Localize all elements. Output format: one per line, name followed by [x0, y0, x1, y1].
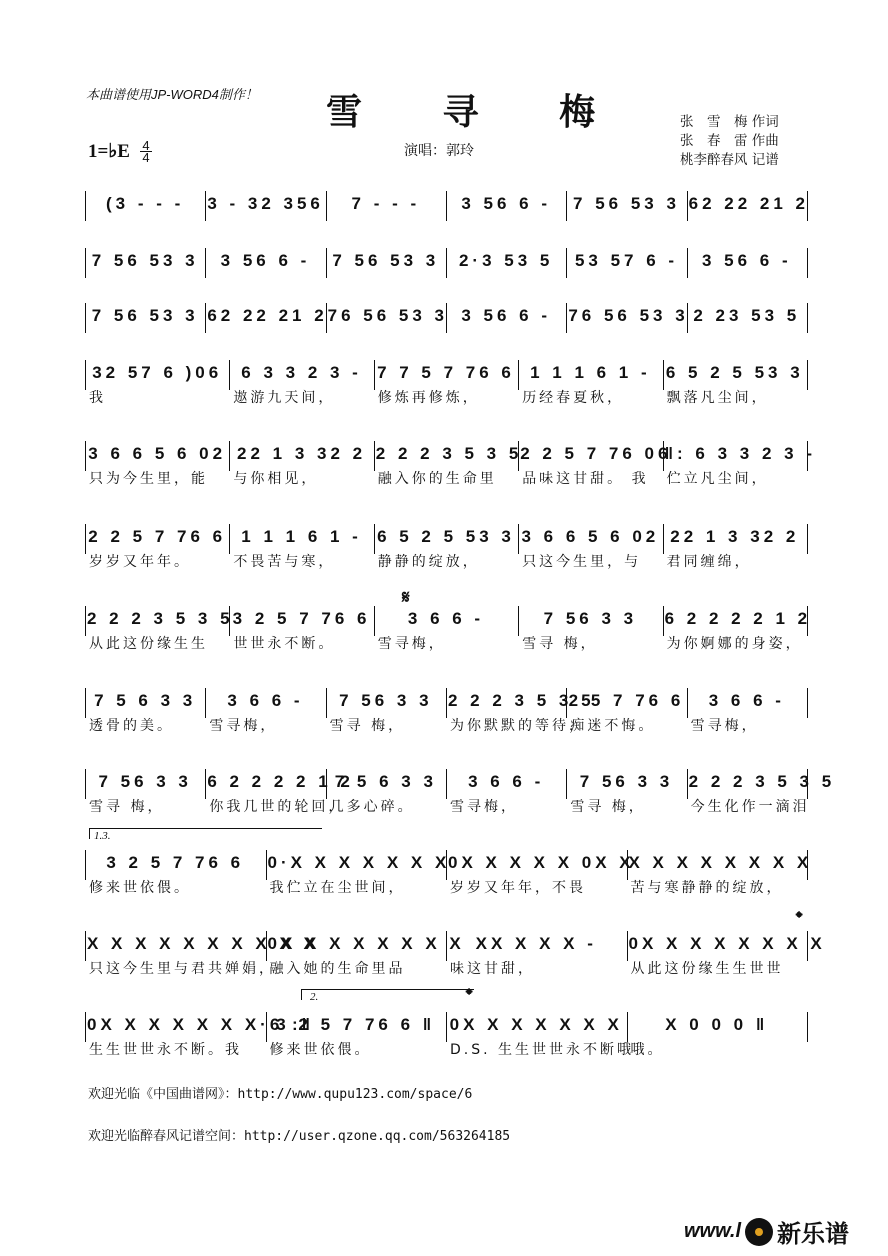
barline	[85, 606, 86, 636]
score-row	[85, 761, 836, 817]
measure-notes: 2 2 2 3 5 3 5	[87, 609, 234, 628]
lyric-line: 苦与寒静静的绽放，	[630, 880, 784, 896]
measure-notes: (3 - - -	[106, 194, 185, 213]
measure-notes: 76 56 53 3	[327, 306, 449, 325]
barline	[85, 441, 86, 471]
measure	[448, 846, 635, 880]
barline	[627, 1012, 628, 1042]
measure-notes: X X X X X X X X X X	[87, 934, 319, 953]
barline	[687, 769, 688, 799]
measure	[448, 765, 564, 799]
measure	[376, 602, 516, 636]
measure-notes: X X X X X X X X	[628, 853, 813, 872]
measure-notes: 0·X X X X X X X	[267, 853, 451, 872]
lyric-line: 你我几世的轮回，	[209, 799, 346, 815]
measure	[665, 520, 805, 554]
barline	[229, 441, 230, 471]
barline	[807, 441, 808, 471]
lyric-line: 为你默默的等待，	[450, 718, 586, 734]
lyric-line: 君同缠绵，	[666, 554, 752, 570]
composer-credit: 张 春 雷 作曲	[680, 133, 779, 149]
barline	[566, 688, 567, 718]
score-row	[85, 598, 812, 654]
measure-notes: 7 56 53 3	[91, 251, 199, 270]
measure-notes: 32 57 6 )06	[92, 363, 223, 382]
barline	[85, 688, 86, 718]
barline	[807, 850, 808, 880]
barline	[85, 191, 86, 221]
barline	[687, 303, 688, 333]
lyric-line: 只这今生里与君共婵娟，	[89, 961, 276, 977]
first-ending-bracket	[89, 828, 322, 839]
barline	[266, 1012, 267, 1042]
barline	[446, 191, 447, 221]
barline	[566, 191, 567, 221]
score-row	[85, 183, 810, 239]
barline	[518, 524, 519, 554]
barline	[663, 606, 664, 636]
lyric-line: 伫立凡尘间，	[666, 471, 769, 487]
lyric-line: 从此这份缘生生世世	[630, 961, 784, 977]
barline	[807, 606, 808, 636]
barline	[229, 606, 230, 636]
barline	[229, 360, 230, 390]
logo-brand-text: 新乐谱	[777, 1220, 850, 1248]
transcriber-credit: 桃李醉春风 记谱	[680, 152, 779, 168]
barline	[85, 360, 86, 390]
lyric-line: 世世永不断。	[233, 636, 336, 652]
measure-notes: XX X X X -	[475, 934, 597, 953]
barline	[374, 441, 375, 471]
lyric-line: 痴迷不悔。	[570, 718, 656, 734]
first-ending-label: 1.3.	[94, 830, 111, 842]
barline	[807, 688, 808, 718]
barline	[566, 769, 567, 799]
measure	[689, 244, 805, 278]
barline	[807, 769, 808, 799]
measure-notes: 3 6 6 -	[227, 691, 304, 710]
measure-notes: 1 1 1 6 1 -	[241, 527, 362, 546]
lyric-line: 从此这份缘生生	[89, 636, 208, 652]
score-row	[85, 352, 807, 408]
song-title: 雪 寻 梅	[326, 91, 630, 133]
barline	[374, 606, 375, 636]
measure	[87, 1008, 315, 1042]
barline	[566, 303, 567, 333]
measure	[267, 846, 451, 880]
barline	[446, 931, 447, 961]
measure	[375, 437, 523, 471]
measure-notes: 7 - - -	[351, 194, 421, 213]
singer: 演唱：郭玲	[404, 143, 474, 159]
lyric-line: 修来世依偎。	[269, 1042, 372, 1058]
measure	[87, 299, 203, 333]
logo-www-text: www.l	[684, 1220, 742, 1242]
measure-notes: 53 57 6 -	[574, 251, 679, 270]
barline	[85, 769, 86, 799]
barline	[326, 248, 327, 278]
lyric-line: 雪寻 梅，	[89, 799, 165, 815]
measure-notes: 1 1 1 6 1 -	[530, 363, 651, 382]
measure	[87, 356, 227, 390]
barline	[518, 606, 519, 636]
lyric-line: 修来世依偎。	[89, 880, 191, 896]
measure	[568, 244, 684, 278]
measure-notes: 3 2 5 7 76 6	[106, 853, 245, 872]
measure	[664, 602, 812, 636]
measure	[448, 684, 595, 718]
lyric-line: 历经春夏秋，	[522, 390, 625, 406]
lyric-line: 哦。	[630, 1042, 665, 1058]
measure-notes: 2 5 7 76 6	[568, 691, 685, 710]
measure-notes: 3 2 5 7 76 6 ‖	[276, 1015, 436, 1034]
measure-notes: 7 56 53 3	[573, 194, 680, 213]
barline	[518, 441, 519, 471]
measure-notes: 3 6 6 -	[407, 609, 485, 628]
barline	[205, 688, 206, 718]
barline	[446, 248, 447, 278]
lyric-line: 修炼再修炼，	[377, 390, 480, 406]
barline	[446, 850, 447, 880]
lyric-line: 雪寻 梅，	[329, 718, 406, 734]
barline	[566, 248, 567, 278]
measure-notes: 3 56 6 -	[701, 251, 792, 270]
measure	[87, 244, 203, 278]
lyric-line: 遨游九天间，	[233, 390, 336, 406]
measure	[520, 602, 660, 636]
barline	[85, 524, 86, 554]
measure	[231, 356, 371, 390]
barline	[663, 360, 664, 390]
measure-notes: 3 56 6 -	[461, 306, 551, 325]
measure-notes: 2 2 2 3 5 3 5	[448, 691, 595, 710]
measure-notes: 3 - 32 356	[207, 194, 324, 213]
measure-notes: 62 22 21 2	[688, 194, 810, 213]
barline	[266, 850, 267, 880]
measure	[87, 765, 203, 799]
measure-notes: 6 5 2 5 53 3	[377, 527, 515, 546]
measure	[207, 299, 328, 333]
measure	[688, 765, 836, 799]
measure	[328, 684, 444, 718]
measure	[327, 299, 449, 333]
measure	[87, 602, 234, 636]
measure	[267, 927, 465, 961]
measure-notes: 62 22 21 2	[207, 306, 328, 325]
measure	[328, 765, 444, 799]
barline	[326, 769, 327, 799]
measure-notes: 7 56 3 3	[98, 772, 192, 791]
site-logo[interactable]	[684, 1214, 849, 1249]
measure-notes: 0X X X X X X X	[449, 1015, 623, 1034]
barline	[687, 191, 688, 221]
barline	[229, 524, 230, 554]
measure	[207, 244, 323, 278]
barline	[326, 688, 327, 718]
score-row	[85, 680, 807, 736]
lyric-line: 融入她的生命里品	[269, 961, 406, 977]
measure-notes: 0X X X X X X X X	[267, 934, 465, 953]
measure-notes: 3 6 6 -	[708, 691, 785, 710]
barline	[518, 360, 519, 390]
barline	[446, 688, 447, 718]
measure-notes: 0X X X X X X X X	[628, 934, 826, 953]
measure	[448, 187, 564, 221]
measure	[688, 187, 810, 221]
barline	[627, 850, 628, 880]
measure	[231, 602, 371, 636]
measure	[664, 437, 816, 471]
measure	[629, 1008, 806, 1042]
measure-notes: 3 56 6 -	[461, 194, 551, 213]
measure-notes: 3 2 5 7 76 6	[232, 609, 371, 628]
barline	[807, 931, 808, 961]
score-row	[85, 295, 807, 351]
lyric-line: 雪寻梅，	[377, 636, 446, 652]
record-disc-icon	[745, 1218, 773, 1246]
coda-sign-1: 𝄌	[796, 908, 803, 929]
time-signature	[140, 140, 152, 163]
lyric-line: 雪寻梅，	[209, 718, 278, 734]
lyric-line: 品味这甘甜。 我	[522, 471, 649, 487]
meter-bottom: 4	[142, 150, 150, 165]
lyric-line: 飘落凡尘间，	[666, 390, 769, 406]
measure	[87, 520, 227, 554]
lyric-line: 雪寻 梅，	[522, 636, 598, 652]
lyric-line: 味这甘甜，	[450, 961, 535, 977]
lyric-line: 雪寻梅，	[450, 799, 518, 815]
measure	[520, 520, 660, 554]
measure-notes: 3 6 6 5 6 02	[88, 444, 227, 463]
measure	[520, 437, 672, 471]
measure	[231, 437, 371, 471]
measure	[628, 846, 813, 880]
lyric-line: 为你婀娜的身姿，	[666, 636, 803, 652]
measure-notes: X 0 0 0 ‖	[665, 1015, 769, 1034]
measure-notes: 7 5 6 3 3	[94, 691, 197, 710]
measure	[376, 520, 516, 554]
barline	[85, 931, 86, 961]
measure-notes: 3 6 6 5 6 02	[521, 527, 660, 546]
score-row	[85, 516, 807, 572]
barline	[687, 688, 688, 718]
measure-notes: 2·3 53 5	[458, 251, 554, 270]
measure-notes: 0X X X X X X X·6 :‖	[87, 1015, 315, 1034]
barline	[85, 850, 86, 880]
measure	[231, 520, 371, 554]
barline	[446, 303, 447, 333]
footer-link-qzone[interactable]: 欢迎光临醉春风记谱空间：http://user.qzone.qq.com/563264185	[88, 1129, 511, 1144]
measure-notes: 7 56 3 3	[339, 691, 433, 710]
measure	[328, 187, 444, 221]
score-row	[85, 433, 816, 489]
lyric-line: 雪寻 梅，	[570, 799, 646, 815]
measure-notes: 7 56 3 3	[579, 772, 674, 791]
measure	[448, 927, 625, 961]
measure	[568, 187, 684, 221]
barline	[205, 769, 206, 799]
measure-notes: 7 56 3 3	[543, 609, 638, 628]
lyric-line: 与你相见，	[233, 471, 319, 487]
second-ending-label: 2.	[310, 991, 319, 1003]
measure-notes: 7 56 53 3	[332, 251, 440, 270]
footer-link-qupu[interactable]: 欢迎光临《中国曲谱网》：http://www.qupu123.com/space/6	[88, 1087, 473, 1102]
coda-sign-2: 𝄌	[466, 985, 473, 1006]
measure-notes: 6 2 2 2 2 1 2	[207, 772, 354, 791]
lyric-line: 几多心碎。	[329, 799, 415, 815]
barline	[326, 191, 327, 221]
lyric-line: 雪寻梅，	[690, 718, 759, 734]
measure	[207, 684, 323, 718]
lyric-line: 只这今生里，与	[522, 554, 642, 570]
measure-notes: 2 2 5 7 76 6	[88, 527, 227, 546]
barline	[374, 360, 375, 390]
barline	[807, 524, 808, 554]
lyric-line: D.S. 生生世世永不断哦	[450, 1042, 635, 1058]
segno-sign: 𝄋	[402, 587, 410, 608]
key-label: 1=♭E	[88, 141, 130, 162]
lyric-line: 岁岁又年年。	[89, 554, 191, 570]
second-ending-bracket	[301, 989, 474, 1000]
measure	[87, 187, 203, 221]
key-signature	[88, 140, 152, 163]
measure-notes: 6 5 2 5 53 3	[665, 363, 804, 382]
lyric-line: 生生世世永不断。我	[89, 1042, 242, 1058]
score-row	[85, 842, 813, 898]
barline	[85, 248, 86, 278]
measure	[689, 684, 805, 718]
measure-notes: 0X X X X X 0X X	[448, 853, 635, 872]
measure-notes: 2 23 53 5	[693, 306, 801, 325]
measure	[520, 356, 660, 390]
measure-notes: 2 2 2 3 5 3 5	[688, 772, 836, 791]
lyric-line: 我	[89, 390, 106, 406]
barline	[687, 248, 688, 278]
measure	[328, 244, 444, 278]
lyric-line: 静静的绽放，	[377, 554, 480, 570]
score-row	[85, 240, 807, 296]
measure	[568, 299, 689, 333]
measure-notes: 3 6 6 -	[468, 772, 545, 791]
barline	[807, 303, 808, 333]
barline	[663, 524, 664, 554]
measure-notes: 2 2 2 3 5 3 5	[375, 444, 523, 463]
lyric-line: 岁岁又年年，不畏	[450, 880, 586, 896]
measure-notes: ‖: 6 3 3 2 3 -	[664, 444, 816, 463]
meter-top: 4	[142, 138, 150, 153]
lyric-line: 不畏苦与寒，	[233, 554, 336, 570]
measure	[207, 765, 354, 799]
measure-notes: 7 7 5 7 76 6	[377, 363, 515, 382]
software-note: 本曲谱使用JP-WORD4制作！	[86, 87, 258, 102]
barline	[205, 303, 206, 333]
measure-notes: 22 1 3 32 2	[670, 527, 800, 546]
measure	[448, 1008, 625, 1042]
lyric-line: 只为今生里，能	[89, 471, 208, 487]
measure	[207, 187, 323, 221]
barline	[446, 769, 447, 799]
barline	[446, 1012, 447, 1042]
lyric-line: 融入你的生命里	[377, 471, 497, 487]
lyric-line: 今生化作一滴泪	[690, 799, 810, 815]
barline	[807, 360, 808, 390]
measure	[448, 299, 564, 333]
barline	[85, 1012, 86, 1042]
barline	[205, 191, 206, 221]
barline	[85, 303, 86, 333]
barline	[326, 303, 327, 333]
measure	[665, 356, 805, 390]
barline	[266, 931, 267, 961]
lyricist-credit: 张 雪 梅 作词	[680, 114, 779, 130]
barline	[807, 191, 808, 221]
lyric-line: 我伫立在尘世间，	[269, 880, 406, 896]
barline	[807, 248, 808, 278]
measure-notes: 7 56 53 3	[91, 306, 199, 325]
measure-notes: 76 56 53 3	[568, 306, 689, 325]
measure-notes: 3 56 6 -	[220, 251, 311, 270]
measure	[689, 299, 805, 333]
barline	[807, 1012, 808, 1042]
measure-notes: 2 2 5 7 76 06	[520, 444, 672, 463]
lyric-line: 透骨的美。	[89, 718, 174, 734]
measure-notes: 22 1 3 32 2	[237, 444, 367, 463]
measure	[87, 927, 319, 961]
barline	[663, 441, 664, 471]
barline	[374, 524, 375, 554]
measure-notes: 7 5 6 3 3	[334, 772, 437, 791]
barline	[627, 931, 628, 961]
measure	[448, 244, 564, 278]
measure	[628, 927, 826, 961]
score-row	[85, 923, 826, 979]
score-row	[85, 1004, 807, 1060]
measure	[268, 1008, 445, 1042]
measure	[568, 684, 684, 718]
barline	[205, 248, 206, 278]
measure-notes: 6 3 3 2 3 -	[241, 363, 362, 382]
measure	[376, 356, 516, 390]
measure	[87, 437, 227, 471]
measure-notes: 6 2 2 2 2 1 2	[664, 609, 812, 628]
measure	[568, 765, 684, 799]
measure	[87, 684, 203, 718]
measure	[87, 846, 264, 880]
